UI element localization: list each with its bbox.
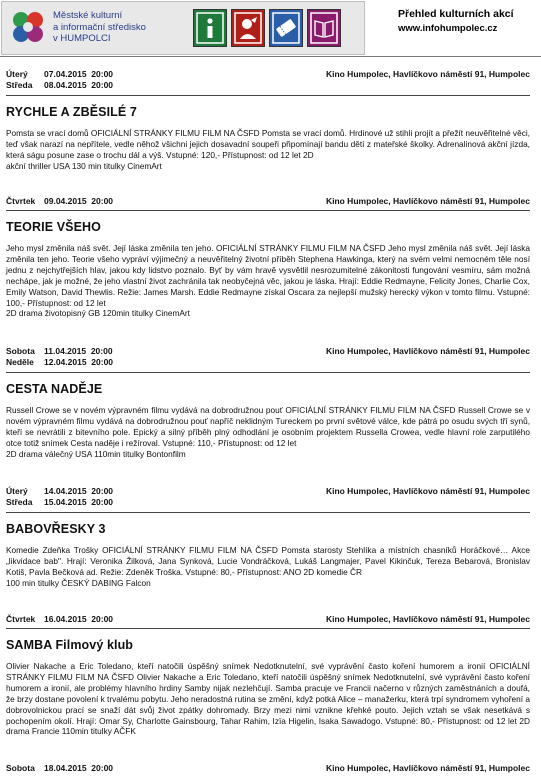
event-description: Pomsta se vrací domů OFICIÁLNÍ STRÁNKY FILMU FILM NA ČSFD Pomsta se vrací domů. Hrdinové už stihli projít a přežít neuvěřitelné věci, teď však narazí na nepřítele, vedle něhož všichni jejich dosavadní soupeři připomínají bandu dětí z mateřské školky. Adrenalinová akční jízda, která ságu posune zase o trochu dál a výš. Vstupné: 120,- Přístupnost: od 12 let 2D <box>6 128 530 160</box>
event-datebar <box>6 69 530 96</box>
event-date-row: Čtvrtek 09.04.2015 20:00 <box>6 196 114 206</box>
info-icon[interactable] <box>193 9 227 47</box>
event-venue: Kino Humpolec, Havlíčkovo náměstí 91, Humpolec <box>325 614 530 624</box>
event-venue: Kino Humpolec, Havlíčkovo náměstí 91, Humpolec <box>325 69 530 79</box>
logo-line-1: Městské kulturní <box>53 10 123 21</box>
logo-line-2: a informační středisko <box>53 21 146 33</box>
event-date-row: Úterý 14.04.2015 20:00 <box>6 486 114 496</box>
header-divider <box>0 56 541 57</box>
event-title[interactable]: TEORIE VŠEHO <box>6 220 101 234</box>
event-description: Jeho mysl změnila náš svět. Její láska změnila ten jeho. OFICIÁLNÍ STRÁNKY FILMU FILM NA ČSFD Jeho mysl změnila náš svět. Její láska změnila ten jeho. Teorie všeho vypráví výjimečný a neuvěřitelný životní příběh Stephena Hawkinga, který na svém velmi nemocném těle nosí jednu z nejchytřejších hlav, jakou kdy lidstvo poznalo. Byť by vám hravě vysvětlil nesrozumitelné zákonitosti fungování vesmíru, sám možná nechápe, jak je možné, že jeho vlastní život zachránila tak neobyčejná věc, jakou je láska. Hrají: Eddie Redmayne, Felicity Jones, Charlie Cox, Emily Watson, David Thewlis. Režie: James Marsh. Eddie Redmayne získal Oscara za nejlepší mužský herecký výkon v tomto filmu. Vstupné: 100,- Přístupnost: od 12 let <box>6 243 530 308</box>
event-dates <box>6 196 113 207</box>
event-dates <box>6 486 113 508</box>
event-item <box>6 69 530 172</box>
event-dates <box>6 614 113 625</box>
event-datebar <box>6 486 530 513</box>
event-details: akční thriller USA 130 min titulky CinemArt <box>6 160 162 171</box>
event-details: 2D drama životopisný GB 120min titulky CinemArt <box>6 308 190 319</box>
event-description: Komedie Zdeňka Trošky OFICIÁLNÍ STRÁNKY FILMU FILM NA ČSFD Pomsta starosty Stehlíka a místních chasníků Horáčkové… Akce „likvidace bab". Hrají: Veronika Žilková, Jana Synková, Lucie Vondráčková, Lukáš Langmajer, Pavel Kikinčuk, Tereza Bebarová, Bronislav Kotiš, Pavla Bečková ad. Režie: Zdeněk Troška. Vstupné: 80,- Přístupnost: ANO 2D komedie ČR <box>6 545 530 577</box>
event-datebar <box>6 346 530 373</box>
event-datebar <box>6 196 530 211</box>
event-date-row: Úterý 07.04.2015 20:00 <box>6 69 114 79</box>
event-dates <box>6 346 113 368</box>
event-item <box>6 346 530 460</box>
event-date-row: Čtvrtek 16.04.2015 20:00 <box>6 614 114 624</box>
event-item <box>6 196 530 319</box>
logo-text <box>53 10 146 45</box>
event-date-row: Neděle 12.04.2015 20:00 <box>6 357 114 367</box>
page-header <box>0 0 541 58</box>
logo-line-3: v HUMPOLCI <box>53 33 111 44</box>
event-title[interactable]: CESTA NADĚJE <box>6 382 103 396</box>
event-title[interactable]: BABOVŘESKY 3 <box>6 522 106 536</box>
ticket-icon[interactable] <box>269 9 303 47</box>
event-description: Olivier Nakache a Eric Toledano, kteří natočili úspěšný snímek Nedotknutelní, své vyprávění často koření humorem a ironií OFICIÁLNÍ STRÁNKY FILMU FILM NA ČSFD Olivier Nakache a Eric Toledano, kteří natočili úspěšný snímek Nedotknutelní, své vyprávění často koření humorem a ironií, ale problémy hlavního hrdiny Samby nijak nezlehčují. Samba pracuje ve Francii načerno v různých zaměstnáních a doufá, že brzy dostane povolení k trvalému pobytu. Jeho neradostná rutina se změní, když potká Alice – manažerku, která trpí syndromem vyhoření a dobrovolnickou prací se snaží dát svůj život zpátky dohromady. Brzy mezi nimi vznikne křehké pouto. Jejich vztah se však nesetkává s pochopením okolí. Hrají: Omar Sy, Charlotte Gainsbourg, Tahar Rahim, Izïa Higelin, Isaka Sawadogo. Vstupné: 80,- Přístupnost: od 12 let 2D drama Francie 110min titulky AČFK <box>6 661 530 737</box>
site-title: Přehled kulturních akcí <box>398 8 514 20</box>
event-item <box>6 614 530 737</box>
site-url[interactable]: www.infohumpolec.cz <box>398 23 498 34</box>
event-date-row: Sobota 11.04.2015 20:00 <box>6 346 113 356</box>
event-title[interactable]: RYCHLE A ZBĚSILÉ 7 <box>6 105 137 119</box>
event-venue: Kino Humpolec, Havlíčkovo náměstí 91, Humpolec <box>325 196 530 206</box>
event-date-row: Středa 15.04.2015 20:00 <box>6 497 114 507</box>
event-venue: Kino Humpolec, Havlíčkovo náměstí 91, Humpolec <box>325 346 530 356</box>
event-description: Russell Crowe se v novém výpravném filmu vydává na dobrodružnou pouť OFICIÁLNÍ STRÁNKY FILMU FILM NA ČSFD Russell Crowe se v novém výpravném filmu vydává na dobrodružnou pouť napříč neklidným Tureckem po první světové válce, kde pátrá po osudu svých tří synů, kteří se nevrátili z bitevního pole. Epický a silný příběh plný odhodlání je osobním projektem Russella Crowea, vedle hlavní role zarputilého otce totiž snímek Cesta naděje i režíroval. Vstupné: 110,- Přístupnost: od 12 let <box>6 405 530 448</box>
event-date-row: Sobota 18.04.2015 20:00 <box>6 763 114 773</box>
logo-mark-icon <box>10 9 46 45</box>
person-icon[interactable] <box>231 9 265 47</box>
book-icon[interactable] <box>307 9 341 47</box>
event-datebar <box>6 614 530 629</box>
event-item <box>6 486 530 589</box>
event-date-row: Středa 08.04.2015 20:00 <box>6 80 114 90</box>
event-dates <box>6 69 113 91</box>
event-details: 2D drama válečný USA 110min titulky Bontonfilm <box>6 448 186 459</box>
event-details: 100 min titulky ČESKÝ DABING Falcon <box>6 577 151 588</box>
event-title[interactable]: SAMBA Filmový klub <box>6 638 134 652</box>
event-dates <box>6 763 113 774</box>
logo-banner[interactable] <box>1 1 365 55</box>
event-venue: Kino Humpolec, Havlíčkovo náměstí 91, Humpolec <box>325 763 530 773</box>
event-venue: Kino Humpolec, Havlíčkovo náměstí 91, Humpolec <box>325 486 530 496</box>
